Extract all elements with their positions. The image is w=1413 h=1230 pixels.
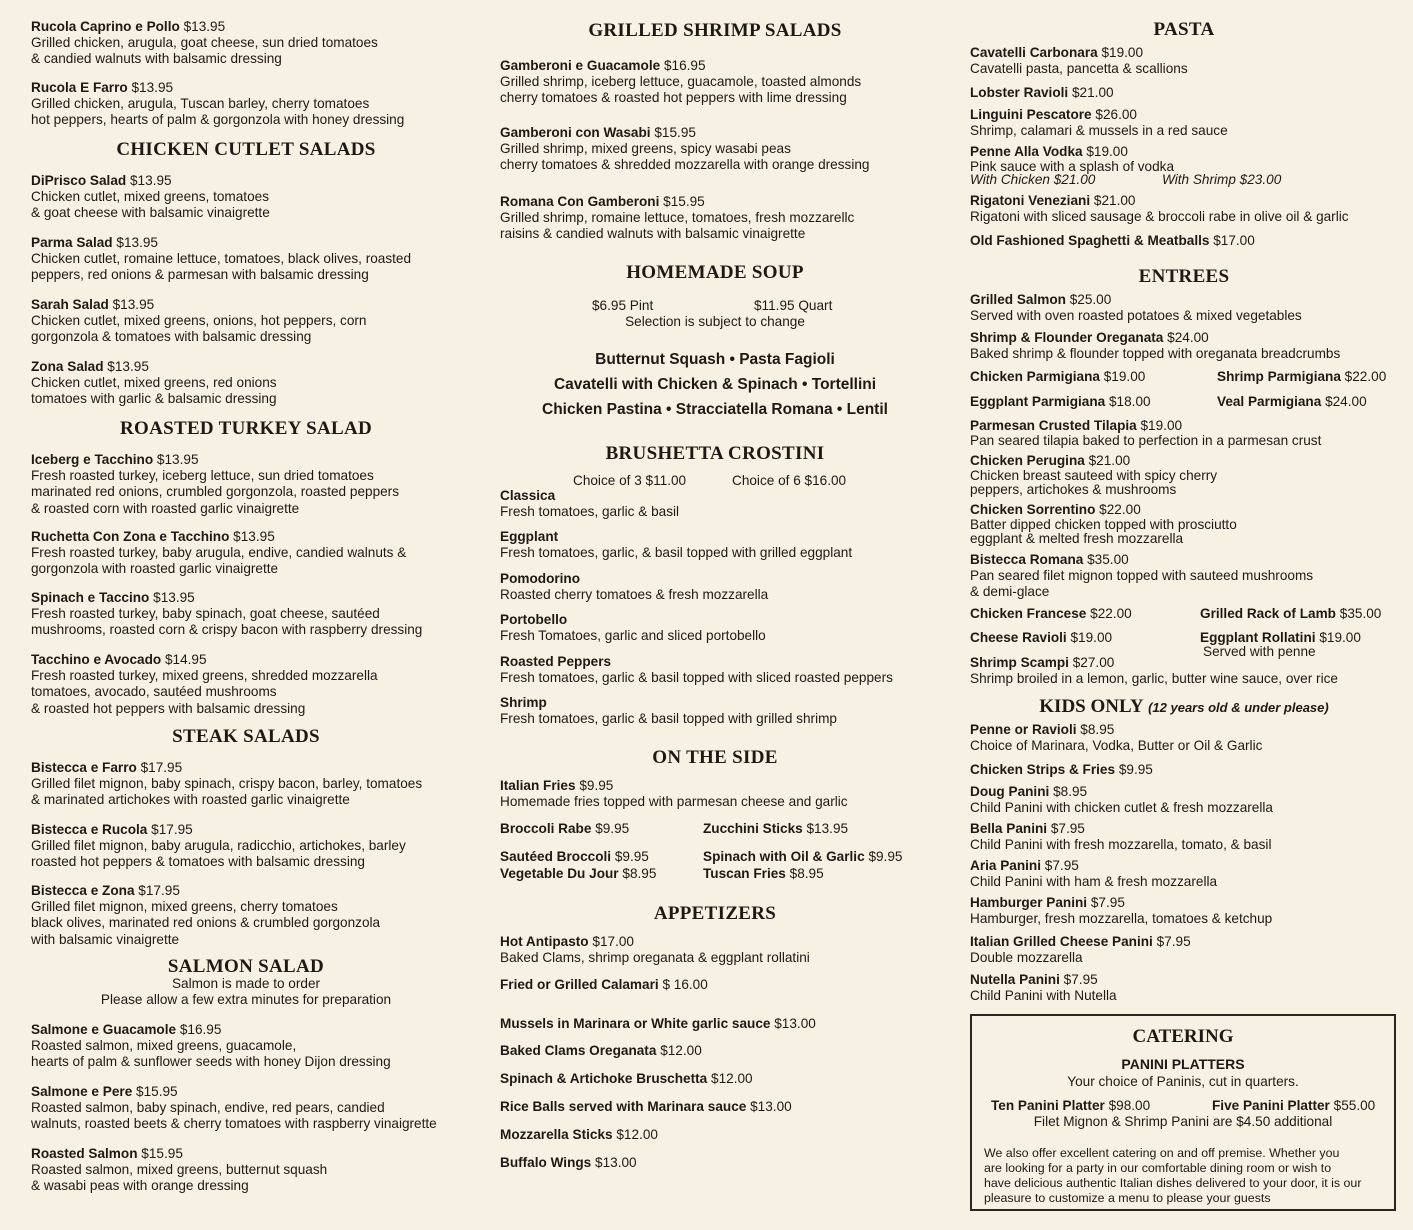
- with-shrimp: With Shrimp $23.00: [1162, 172, 1282, 187]
- item-name: Penne Alla Vodka: [970, 144, 1083, 159]
- item-desc: Grilled filet mignon, baby spinach, crispy bacon, barley, tomatoes & marinated artichokes with roasted garlic vinaigrette: [31, 776, 423, 808]
- item-price: $24.00: [1325, 394, 1367, 409]
- item-desc: Fresh Tomatoes, garlic and sliced portobello: [500, 628, 766, 644]
- item-name: Rucola E Farro: [31, 80, 128, 95]
- item-name: Hamburger Panini: [970, 895, 1088, 910]
- section-title: SALMON SALAD: [167, 956, 325, 977]
- item-name: Linguini Pescatore: [970, 107, 1092, 122]
- item-name: Grilled Rack of Lamb: [1200, 606, 1336, 621]
- item-price: $12.00: [711, 1071, 753, 1086]
- menu-item: [970, 762, 1398, 778]
- item-name: Rice Balls served with Marinara sauce: [500, 1099, 747, 1114]
- menu-item: [970, 655, 1398, 687]
- section-title: CHICKEN CUTLET SALADS: [116, 139, 376, 160]
- item-price: $7.95: [1156, 934, 1191, 949]
- item-name: Buffalo Wings: [500, 1155, 592, 1170]
- item-desc: Fresh roasted turkey, baby spinach, goat cheese, sautéed mushrooms, roasted corn & crispy bacon with raspberry dressing: [31, 606, 423, 638]
- item-name: Baked Clams Oreganata: [500, 1043, 657, 1058]
- menu-item: [970, 85, 1398, 101]
- menu-item: [31, 359, 461, 408]
- menu-item: [31, 1084, 461, 1133]
- menu-item: [500, 125, 930, 174]
- item-desc: Child Panini with ham & fresh mozzarella: [970, 874, 1218, 890]
- choice-3: Choice of 3 $11.00: [573, 473, 687, 488]
- item-price: $13.95: [183, 19, 226, 34]
- item-price: $16.95: [663, 58, 706, 73]
- item-desc: Roasted salmon, baby spinach, endive, red pears, candied walnuts, roasted beets & cherry tomatoes with raspberry vinaigrette: [31, 1100, 437, 1132]
- item-name: Mozzarella Sticks: [500, 1127, 613, 1142]
- item-name: Aria Panini: [970, 858, 1042, 873]
- item-name: Broccoli Rabe: [500, 821, 592, 836]
- item-name: Zucchini Sticks: [703, 821, 803, 836]
- item-price: $7.95: [1063, 972, 1098, 987]
- item-desc: Fresh roasted turkey, baby arugula, endive, candied walnuts & gorgonzola with roasted garlic vinaigrette: [31, 545, 407, 577]
- item-price: $17.95: [140, 760, 183, 775]
- item-name: Sautéed Broccoli: [500, 849, 612, 864]
- item-price: $35.00: [1339, 606, 1382, 621]
- item-desc: Batter dipped chicken topped with prosciutto eggplant & melted fresh mozzarella: [970, 517, 1237, 547]
- item-price: $21.00: [1088, 453, 1131, 468]
- menu-item: [31, 235, 461, 284]
- item-price: $8.95: [1080, 722, 1115, 737]
- item-desc: Grilled filet mignon, baby arugula, radicchio, artichokes, barley roasted hot peppers & tomatoes with balsamic dressing: [31, 838, 406, 870]
- item-desc: Roasted cherry tomatoes & fresh mozzarella: [500, 587, 769, 603]
- item-desc: Pan seared tilapia baked to perfection in a parmesan crust: [970, 433, 1322, 449]
- item-name: Sarah Salad: [31, 297, 109, 312]
- soup-list: Chicken Pastina • Stracciatella Romana • Lentil: [542, 401, 888, 418]
- item-name: Cheese Ravioli: [970, 630, 1067, 645]
- item-name: Tacchino e Avocado: [31, 652, 162, 667]
- section-title: ROASTED TURKEY SALAD: [120, 418, 372, 439]
- item-name: Italian Fries: [500, 778, 576, 793]
- catering-box: [970, 1014, 1396, 1211]
- item-price: $12.00: [660, 1043, 702, 1058]
- item-name: Tuscan Fries: [703, 866, 786, 881]
- item-desc: Fresh tomatoes, garlic & basil topped with grilled shrimp: [500, 711, 837, 727]
- item-price: $19.00: [1103, 369, 1146, 384]
- menu-item: [970, 453, 1398, 496]
- item-name: Hot Antipasto: [500, 934, 589, 949]
- item-desc: Cavatelli pasta, pancetta & scallions: [970, 61, 1188, 77]
- item-name: Roasted Peppers: [500, 654, 612, 669]
- item-price: $13.95: [233, 529, 275, 544]
- item-price: $17.95: [138, 883, 180, 898]
- item-name: Ruchetta Con Zona e Tacchino: [31, 529, 230, 544]
- menu-item: [31, 652, 461, 717]
- menu-item: [31, 19, 461, 68]
- item-desc: Roasted salmon, mixed greens, butternut squash & wasabi peas with orange dressing: [31, 1162, 328, 1194]
- item-price: $13.95: [112, 297, 155, 312]
- item-price: $19.00: [1086, 144, 1128, 159]
- menu-item: [31, 173, 461, 222]
- item-desc: Chicken cutlet, mixed greens, red onions tomatoes with garlic & balsamic dressing: [31, 375, 277, 407]
- item-desc: Fresh tomatoes, garlic & basil: [500, 504, 680, 520]
- item-desc: Shrimp broiled in a lemon, garlic, butter wine sauce, over rice: [970, 671, 1338, 687]
- section-title: STEAK SALADS: [172, 726, 320, 747]
- item-desc: Chicken cutlet, romaine lettuce, tomatoes, black olives, roasted peppers, red onions & parmesan with balsamic dressing: [31, 251, 412, 283]
- item-price: $15.95: [663, 194, 705, 209]
- menu-item: [970, 144, 1398, 173]
- section-title: ENTREES: [1138, 266, 1230, 287]
- item-price: $35.00: [1087, 552, 1129, 567]
- item-name: Salmone e Guacamole: [31, 1022, 177, 1037]
- menu-item: [500, 778, 930, 810]
- item-price: $17.95: [151, 822, 193, 837]
- section-title: APPETIZERS: [653, 903, 777, 924]
- item-name: Romana Con Gamberoni: [500, 194, 660, 209]
- item-desc: Grilled shrimp, iceberg lettuce, guacamole, toasted almonds cherry tomatoes & roasted hot peppers with lime dressing: [500, 74, 862, 106]
- item-desc: Choice of Marinara, Vodka, Butter or Oil & Garlic: [970, 738, 1263, 754]
- soup-pint: $6.95 Pint: [592, 298, 654, 313]
- item-name: Gamberoni e Guacamole: [500, 58, 661, 73]
- item-desc: Grilled shrimp, mixed greens, spicy wasabi peas cherry tomatoes & shredded mozzarella with orange dressing: [500, 141, 870, 173]
- item-desc: Grilled chicken, arugula, Tuscan barley, cherry tomatoes hot peppers, hearts of palm & gorgonzola with honey dressing: [31, 96, 405, 128]
- item-name: Italian Grilled Cheese Panini: [970, 934, 1153, 949]
- item-name: Shrimp & Flounder Oreganata: [970, 330, 1164, 345]
- menu-item: [31, 529, 461, 578]
- menu-item: [500, 1155, 930, 1171]
- menu-item: [500, 488, 930, 520]
- menu-item: [31, 297, 461, 346]
- catering-subtitle: PANINI PLATTERS: [1121, 1056, 1245, 1072]
- item-desc: Roasted salmon, mixed greens, guacamole, hearts of palm & sunflower seeds with honey Dijon dressing: [31, 1038, 391, 1070]
- item-name: Parmesan Crusted Tilapia: [970, 418, 1137, 433]
- catering-title: CATERING: [1132, 1026, 1234, 1047]
- item-price: $13.95: [116, 235, 158, 250]
- menu-item: [500, 194, 930, 243]
- item-desc: Homemade fries topped with parmesan cheese and garlic: [500, 794, 848, 810]
- five-platter: [1212, 1098, 1375, 1113]
- item-price: $13.95: [131, 80, 174, 95]
- item-price: $17.00: [1213, 233, 1255, 248]
- menu-item: [970, 45, 1398, 77]
- item-desc: Served with penne: [1203, 644, 1316, 659]
- item-name: Mussels in Marinara or White garlic sauce: [500, 1016, 771, 1031]
- item-name: Ten Panini Platter: [991, 1098, 1105, 1113]
- item-name: Eggplant: [500, 529, 559, 544]
- item-price: $19.00: [1101, 45, 1144, 60]
- menu-item: [31, 590, 461, 639]
- item-name: Chicken Strips & Fries: [970, 762, 1116, 777]
- kids-note: (12 years old & under please): [1148, 700, 1329, 715]
- item-name: Five Panini Platter: [1212, 1098, 1330, 1113]
- item-name: Spinach & Artichoke Bruschetta: [500, 1071, 708, 1086]
- item-price: $13.95: [129, 173, 172, 188]
- item-name: Shrimp Scampi: [970, 655, 1069, 670]
- item-price: $22.00: [1099, 502, 1141, 517]
- menu-item: [500, 654, 930, 686]
- section-title: KIDS ONLY: [1039, 696, 1144, 717]
- item-desc: Grilled chicken, arugula, goat cheese, sun dried tomatoes & candied walnuts with balsamic dressing: [31, 35, 378, 67]
- item-desc: Pink sauce with a splash of vodka: [970, 159, 1175, 175]
- menu-item: [500, 1099, 930, 1115]
- menu-item: [970, 233, 1398, 249]
- menu-item: [970, 107, 1398, 139]
- section-title: ON THE SIDE: [652, 747, 778, 768]
- item-price: $55.00: [1333, 1098, 1376, 1113]
- catering-choice: Your choice of Paninis, cut in quarters.: [1067, 1074, 1299, 1089]
- item-name: Doug Panini: [970, 784, 1050, 799]
- item-price: $22.00: [1344, 369, 1387, 384]
- item-name: Spinach e Taccino: [31, 590, 150, 605]
- menu-item: [970, 821, 1398, 853]
- item-desc: Child Panini with chicken cutlet & fresh mozzarella: [970, 800, 1273, 816]
- item-desc: Fresh tomatoes, garlic & basil topped with sliced roasted peppers: [500, 670, 893, 686]
- item-name: Iceberg e Tacchino: [31, 452, 154, 467]
- item-name: Spinach with Oil & Garlic: [703, 849, 865, 864]
- item-name: Gamberoni con Wasabi: [500, 125, 651, 140]
- item-desc: Rigatoni with sliced sausage & broccoli rabe in olive oil & garlic: [970, 209, 1349, 225]
- menu-item: [970, 330, 1398, 362]
- menu-item: [970, 858, 1398, 890]
- menu-item: [31, 1022, 461, 1071]
- section-title: HOMEMADE SOUP: [626, 262, 804, 283]
- item-name: Salmone e Pere: [31, 1084, 133, 1099]
- menu-item: [500, 571, 930, 603]
- item-desc: Served with oven roasted potatoes & mixed vegetables: [970, 308, 1302, 324]
- soup-quart: $11.95 Quart: [754, 298, 833, 313]
- item-desc: Fresh tomatoes, garlic, & basil topped with grilled eggplant: [500, 545, 853, 561]
- item-price: $19.00: [1140, 418, 1183, 433]
- item-price: $12.00: [616, 1127, 658, 1142]
- item-name: Pomodorino: [500, 571, 581, 586]
- item-desc: Shrimp, calamari & mussels in a red sauce: [970, 123, 1228, 139]
- item-desc: Baked Clams, shrimp oreganata & eggplant rollatini: [500, 950, 810, 966]
- item-price: $21.00: [1071, 85, 1114, 100]
- soup-note: Selection is subject to change: [625, 314, 805, 329]
- item-price: $ 16.00: [662, 977, 708, 992]
- item-price: $16.95: [179, 1022, 222, 1037]
- menu-item: [31, 822, 461, 871]
- item-price: $27.00: [1072, 655, 1115, 670]
- with-chicken: With Chicken $21.00: [970, 172, 1096, 187]
- item-price: $15.95: [136, 1084, 178, 1099]
- item-price: $17.00: [592, 934, 634, 949]
- item-name: Vegetable Du Jour: [500, 866, 619, 881]
- menu-item: [970, 193, 1398, 225]
- catering-blurb: We also offer excellent catering on and off premise. Whether you are looking for a party in our comfortable dining room or wish to have delicious authentic Italian dishes delivered to your door, it is our pleasure to customize a menu to please your guests: [984, 1146, 1362, 1205]
- item-price: $8.95: [1053, 784, 1088, 799]
- item-name: Chicken Perugina: [970, 453, 1085, 468]
- item-desc: Double mozzarella: [970, 950, 1083, 966]
- soup-list: Butternut Squash • Pasta Fagioli: [595, 351, 835, 368]
- menu-item: [31, 883, 461, 948]
- menu-item: [500, 934, 930, 966]
- menu-item: [970, 972, 1398, 1004]
- item-name: Veal Parmigiana: [1217, 394, 1322, 409]
- salmon-note: Please allow a few extra minutes for preparation: [100, 992, 392, 1007]
- item-desc: Child Panini with Nutella: [970, 988, 1117, 1004]
- item-name: Bella Panini: [970, 821, 1048, 836]
- item-name: Parma Salad: [31, 235, 113, 250]
- item-name: Chicken Francese: [970, 606, 1087, 621]
- section-title: BRUSHETTA CROSTINI: [605, 443, 825, 464]
- menu-item: [970, 934, 1398, 966]
- item-price: $13.95: [107, 359, 149, 374]
- item-name: Portobello: [500, 612, 568, 627]
- item-desc: Fresh roasted turkey, iceberg lettuce, sun dried tomatoes marinated red onions, crumbled gorgonzola, roasted peppers & roasted corn with roasted garlic vinaigrette: [31, 468, 400, 516]
- menu-item: [31, 452, 461, 517]
- menu-item: [970, 784, 1398, 816]
- menu-item: [500, 58, 930, 107]
- item-price: $7.95: [1090, 895, 1125, 910]
- item-name: Penne or Ravioli: [970, 722, 1077, 737]
- item-price: $9.95: [595, 821, 630, 836]
- item-desc: Baked shrimp & flounder topped with oreganata breadcrumbs: [970, 346, 1341, 362]
- item-name: Classica: [500, 488, 556, 503]
- menu-item: [970, 418, 1398, 448]
- item-name: Rigatoni Veneziani: [970, 193, 1091, 208]
- menu-item: [500, 695, 930, 727]
- item-price: $8.95: [789, 866, 824, 881]
- item-price: $19.00: [1070, 630, 1113, 645]
- item-name: Cavatelli Carbonara: [970, 45, 1098, 60]
- catering-additional: Filet Mignon & Shrimp Panini are $4.50 additional: [1033, 1114, 1333, 1129]
- item-name: Chicken Parmigiana: [970, 369, 1100, 384]
- item-price: $8.95: [622, 866, 657, 881]
- item-name: Old Fashioned Spaghetti & Meatballs: [970, 233, 1210, 248]
- item-price: $9.95: [1118, 762, 1153, 777]
- item-price: $13.00: [750, 1099, 792, 1114]
- item-price: $9.95: [614, 849, 649, 864]
- menu-item: [500, 1043, 930, 1059]
- menu-item: [31, 80, 461, 129]
- section-title: PASTA: [1153, 19, 1215, 40]
- item-name: Rucola Caprino e Pollo: [31, 19, 180, 34]
- menu-item: [970, 292, 1398, 324]
- item-name: Shrimp Parmigiana: [1217, 369, 1341, 384]
- menu-item: [500, 612, 930, 644]
- menu-item: [970, 722, 1398, 754]
- item-desc: Chicken cutlet, mixed greens, onions, hot peppers, corn gorgonzola & tomatoes with balsamic dressing: [31, 313, 367, 345]
- item-name: Fried or Grilled Calamari: [500, 977, 659, 992]
- item-name: Roasted Salmon: [31, 1146, 138, 1161]
- item-name: Bistecca e Zona: [31, 883, 135, 898]
- item-price: $13.95: [806, 821, 849, 836]
- menu-item: [500, 1016, 930, 1032]
- menu-item: [970, 502, 1398, 546]
- item-name: Grilled Salmon: [970, 292, 1066, 307]
- item-name: Eggplant Parmigiana: [970, 394, 1106, 409]
- item-price: $22.00: [1090, 606, 1132, 621]
- item-name: Bistecca e Rucola: [31, 822, 148, 837]
- section-title: GRILLED SHRIMP SALADS: [588, 20, 842, 41]
- menu-item: [500, 1127, 930, 1143]
- item-name: Lobster Ravioli: [970, 85, 1069, 100]
- item-price: $18.00: [1109, 394, 1151, 409]
- item-name: Nutella Panini: [970, 972, 1060, 987]
- item-name: DiPrisco Salad: [31, 173, 127, 188]
- item-price: $13.00: [774, 1016, 816, 1031]
- menu-item: [500, 1071, 930, 1087]
- item-price: $25.00: [1069, 292, 1112, 307]
- item-price: $24.00: [1167, 330, 1209, 345]
- item-desc: Grilled shrimp, romaine lettuce, tomatoes, fresh mozzarellc raisins & candied walnuts with balsamic vinaigrette: [500, 210, 855, 242]
- ten-platter: [991, 1098, 1150, 1113]
- item-desc: Hamburger, fresh mozzarella, tomatoes & ketchup: [970, 911, 1273, 927]
- item-desc: Pan seared filet mignon topped with sauteed mushrooms & demi-glace: [970, 568, 1314, 600]
- item-desc: Child Panini with fresh mozzarella, tomato, & basil: [970, 837, 1272, 853]
- menu-item: [970, 895, 1398, 927]
- item-price: $13.95: [156, 452, 199, 467]
- menu-item: [970, 552, 1398, 601]
- soup-list: Cavatelli with Chicken & Spinach • Tortellini: [553, 376, 877, 393]
- item-price: $13.95: [153, 590, 195, 605]
- salmon-note: Salmon is made to order: [171, 976, 321, 991]
- item-price: $9.95: [579, 778, 614, 793]
- menu-item: [31, 1146, 461, 1195]
- menu-item: [500, 977, 930, 993]
- item-price: $7.95: [1050, 821, 1085, 836]
- item-price: $7.95: [1044, 858, 1079, 873]
- item-price: $98.00: [1108, 1098, 1151, 1113]
- item-price: $13.00: [595, 1155, 637, 1170]
- item-desc: Fresh roasted turkey, mixed greens, shredded mozzarella tomatoes, avocado, sautéed mushrooms & roasted hot peppers with balsamic dressing: [31, 668, 378, 716]
- item-name: Bistecca Romana: [970, 552, 1084, 567]
- item-price: $15.95: [654, 125, 696, 140]
- item-price: $19.00: [1319, 630, 1361, 645]
- choice-6: Choice of 6 $16.00: [732, 473, 847, 488]
- item-desc: Chicken cutlet, mixed greens, tomatoes & goat cheese with balsamic vinaigrette: [31, 189, 270, 221]
- item-name: Eggplant Rollatini: [1200, 630, 1316, 645]
- item-price: $9.95: [868, 849, 903, 864]
- item-price: $26.00: [1095, 107, 1137, 122]
- item-desc: Grilled filet mignon, mixed greens, cherry tomatoes black olives, marinated red onions & crumbled gorgonzola with balsamic vinaigrette: [31, 899, 381, 947]
- item-price: $15.95: [141, 1146, 183, 1161]
- kids-header: [970, 696, 1398, 718]
- item-desc: Chicken breast sauteed with spicy cherry peppers, artichokes & mushrooms: [970, 468, 1218, 497]
- item-name: Chicken Sorrentino: [970, 502, 1096, 517]
- menu-item: [31, 760, 461, 809]
- menu-item: [500, 529, 930, 561]
- item-name: Bistecca e Farro: [31, 760, 137, 775]
- item-price: $21.00: [1093, 193, 1136, 208]
- item-name: Shrimp: [500, 695, 547, 710]
- item-price: $14.95: [164, 652, 207, 667]
- item-name: Zona Salad: [31, 359, 104, 374]
